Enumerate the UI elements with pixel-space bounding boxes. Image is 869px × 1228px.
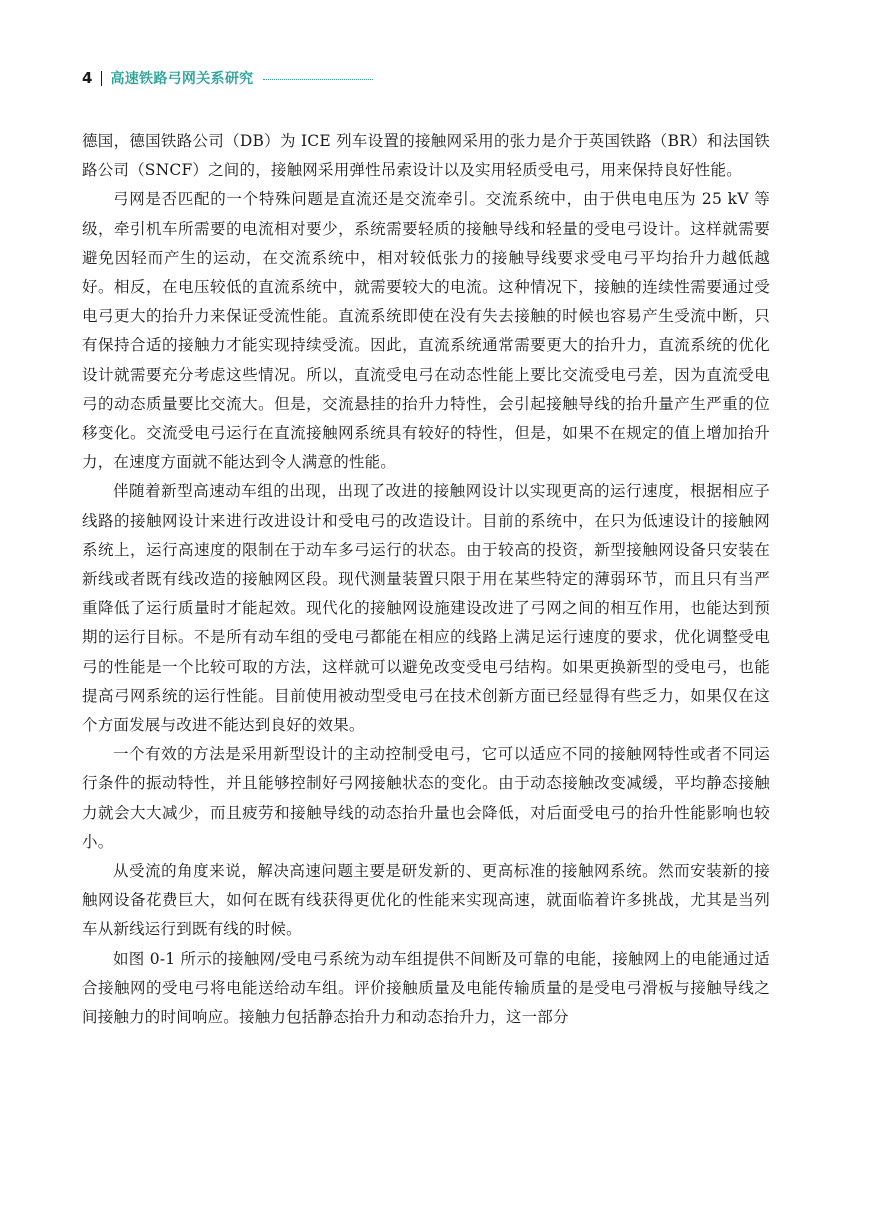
paragraph: 一个有效的方法是采用新型设计的主动控制受电弓，它可以适应不同的接触网特性或者不同运行条件的振动特性，并且能够控制好弓网接触状态的变化。由于动态接触改变减缓，平均静态接触力就会大大减少，而且疲劳和接触导线的动态抬升量也会降低，对后面受电弓的抬升性能影响也较小。 — [82, 745, 770, 851]
paragraph: 如图 0-1 所示的接触网/受电弓系统为动车组提供不间断及可靠的电能，接触网上的电能通过适合接触网的受电弓将电能送给动车组。评价接触质量及电能传输质量的是受电弓滑板与接触导线之间接触力的时间响应。接触力包括静态抬升力和动态抬升力，这一部分 — [82, 949, 770, 1027]
paragraph-continuation: 德国，德国铁路公司（DB）为 ICE 列车设置的接触网采用的张力是介于英国铁路（BR）和法国铁路公司（SNCF）之间的，接触网采用弹性吊索设计以及实用轻质受电弓，用来保持良好性能。 — [82, 132, 770, 180]
book-title: 高速铁路弓网关系研究 — [110, 71, 254, 87]
header-dotted-rule — [263, 79, 373, 80]
paragraph: 弓网是否匹配的一个特殊问题是直流还是交流牵引。交流系统中，由于供电电压为 25 kV 等级，牵引机车所需要的电流相对要少，系统需要轻质的接触导线和轻量的受电弓设计。这样就需要避免因轻而产生的运动，在交流系统中，相对较低张力的接触导线要求受电弓平均抬升力越低越好。相反，在电压较低的直流系统中，就需要较大的电流。这种情况下，接触的连续性需要通过受电弓更大的抬升力来保证受流性能。直流系统即使在没有失去接触的时候也容易产生受流中断，只有保持合适的接触力才能实现持续受流。因此，直流系统通常需要更大的抬升力，直流系统的优化设计就需要充分考虑这些情况。所以，直流受电弓在动态性能上要比交流受电弓差，因为直流受电弓的动态质量要比交流大。但是，交流悬挂的抬升力特性，会引起接触导线的抬升量产生严重的位移变化。交流受电弓运行在直流接触网系统具有较好的特性，但是，如果不在规定的值上增加抬升力，在速度方面就不能达到令人满意的性能。 — [82, 190, 770, 472]
body-text — [82, 127, 770, 1032]
paragraph: 从受流的角度来说，解决高速问题主要是研发新的、更高标准的接触网系统。然而安装新的接触网设备花费巨大，如何在既有线获得更优化的性能来实现高速，就面临着许多挑战，尤其是当列车从新线运行到既有线的时候。 — [82, 862, 770, 939]
header-divider — [101, 71, 102, 86]
page-number: 4 — [82, 69, 93, 87]
running-header — [82, 66, 373, 90]
paragraph: 伴随着新型高速动车组的出现，出现了改进的接触网设计以实现更高的运行速度，根据相应子线路的接触网设计来进行改进设计和受电弓的改造设计。目前的系统中，在只为低速设计的接触网系统上，运行高速度的限制在于动车多弓运行的状态。由于较高的投资，新型接触网设备只安装在新线或者既有线改造的接触网区段。现代测量装置只限于用在某些特定的薄弱环节，而且只有当严重降低了运行质量时才能起效。现代化的接触网设施建设改进了弓网之间的相互作用，也能达到预期的运行目标。不是所有动车组的受电弓都能在相应的线路上满足运行速度的要求，优化调整受电弓的性能是一个比较可取的方法，这样就可以避免改变受电弓结构。如果更换新型的受电弓，也能提高弓网系统的运行性能。目前使用被动型受电弓在技术创新方面已经显得有些乏力，如果仅在这个方面发展与改进不能达到良好的效果。 — [82, 482, 770, 735]
